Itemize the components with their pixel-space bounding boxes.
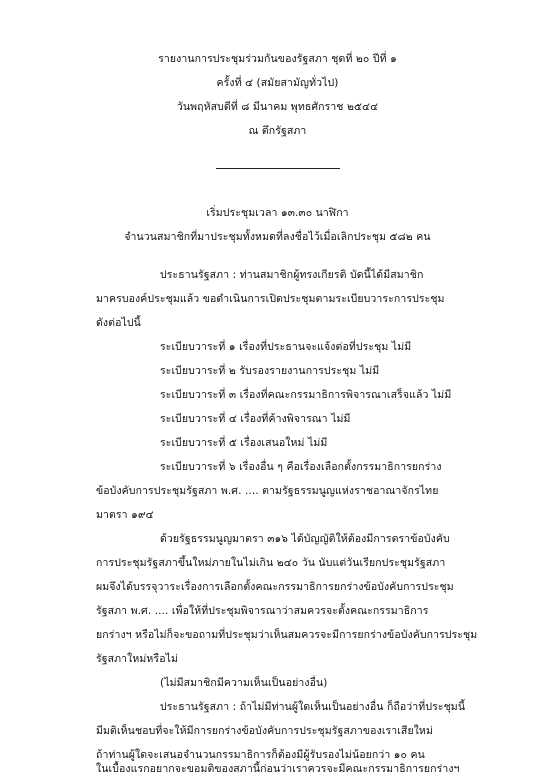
paragraph-line: ประธานรัฐสภา : ถ้าไม่มีท่านผู้ใดเห็นเป็นอย่างอื่น ก็ถือว่าที่ประชุมนี้	[160, 701, 466, 713]
paragraph-line: ในเบื้องแรกอยากจะขอมติของสภานี้ก่อนว่าเราควรจะมีคณะกรรมาธิการยกร่างฯ	[96, 763, 460, 775]
report-title: รายงานการประชุมร่วมกันของรัฐสภา ชุดที่ ๒๐ ปีที่ ๑	[158, 53, 397, 65]
agenda-item: ระเบียบวาระที่ ๓ เรื่องที่คณะกรรมาธิการพิจารณาเสร็จแล้ว ไม่มี	[160, 389, 452, 401]
paragraph-line: ด้วยรัฐธรรมนูญมาตรา ๓๑๖ ได้บัญญัติให้ต้องมีการตราข้อบังคับ	[160, 533, 450, 545]
paragraph-line: รัฐสภา พ.ศ. .... เพื่อให้ที่ประชุมพิจารณาว่าสมควรจะตั้งคณะกรรมาธิการ	[96, 605, 429, 617]
agenda-item: ระเบียบวาระที่ ๕ เรื่องเสนอใหม่ ไม่มี	[160, 437, 328, 449]
agenda-item: ระเบียบวาระที่ ๖ เรื่องอื่น ๆ คือเรื่องเลือกตั้งกรรมาธิการยกร่าง	[160, 461, 442, 473]
paragraph-line: มาครบองค์ประชุมแล้ว ขอดำเนินการเปิดประชุมตามระเบียบวาระการประชุม	[96, 293, 445, 305]
place-line: ณ ตึกรัฐสภา	[248, 125, 307, 137]
paragraph-line: ถ้าท่านผู้ใดจะเสนอจำนวนกรรมาธิการก็ต้องมีผู้รับรองไม่น้อยกว่า ๑๐ คน	[96, 749, 425, 761]
paragraph-line: ยกร่างฯ หรือไม่ก็จะขอถามที่ประชุมว่าเห็นสมควรจะมีการยกร่างข้อบังคับการประชุม	[96, 629, 478, 641]
paragraph-line: ข้อบังคับการประชุมรัฐสภา พ.ศ. .... ตามรัฐธรรมนูญแห่งราชอาณาจักรไทย	[96, 485, 439, 497]
agenda-item: ระเบียบวาระที่ ๒ รับรองรายงานการประชุม ไม่มี	[160, 365, 380, 377]
paragraph-line: รัฐสภาใหม่หรือไม่	[96, 653, 178, 665]
agenda-item: ระเบียบวาระที่ ๔ เรื่องที่ค้างพิจารณา ไม่มี	[160, 413, 351, 425]
title-divider	[216, 168, 340, 169]
paragraph-line: การประชุมรัฐสภาขึ้นใหม่ภายในไม่เกิน ๒๔๐ วัน นับแต่วันเรียกประชุมรัฐสภา	[96, 557, 446, 569]
session-line: ครั้งที่ ๔ (สมัยสามัญทั่วไป)	[216, 77, 339, 89]
paragraph-line: ประธานรัฐสภา : ท่านสมาชิกผู้ทรงเกียรติ บัดนี้ได้มีสมาชิก	[160, 269, 424, 281]
paragraph-line: มาตรา ๑๙๔	[96, 509, 154, 521]
attendance-line: จำนวนสมาชิกที่มาประชุมทั้งหมดที่ลงชื่อไว้เมื่อเลิกประชุม ๕๘๒ คน	[124, 231, 431, 243]
date-line: วันพฤหัสบดีที่ ๘ มีนาคม พุทธศักราช ๒๕๔๔	[176, 101, 379, 113]
opening-time: เริ่มประชุมเวลา ๑๓.๓๐ นาฬิกา	[206, 207, 349, 219]
agenda-item: ระเบียบวาระที่ ๑ เรื่องที่ประธานจะแจ้งต่อที่ประชุม ไม่มี	[160, 341, 412, 353]
remark-line: (ไม่มีสมาชิกมีความเห็นเป็นอย่างอื่น)	[160, 677, 328, 689]
paragraph-line: ผมจึงได้บรรจุวาระเรื่องการเลือกตั้งคณะกรรมาธิการยกร่างข้อบังคับการประชุม	[96, 581, 454, 593]
paragraph-line: มีมติเห็นชอบที่จะให้มีการยกร่างข้อบังคับการประชุมรัฐสภาของเราเสียใหม่	[96, 725, 433, 737]
paragraph-line: ดังต่อไปนี้	[96, 317, 141, 329]
